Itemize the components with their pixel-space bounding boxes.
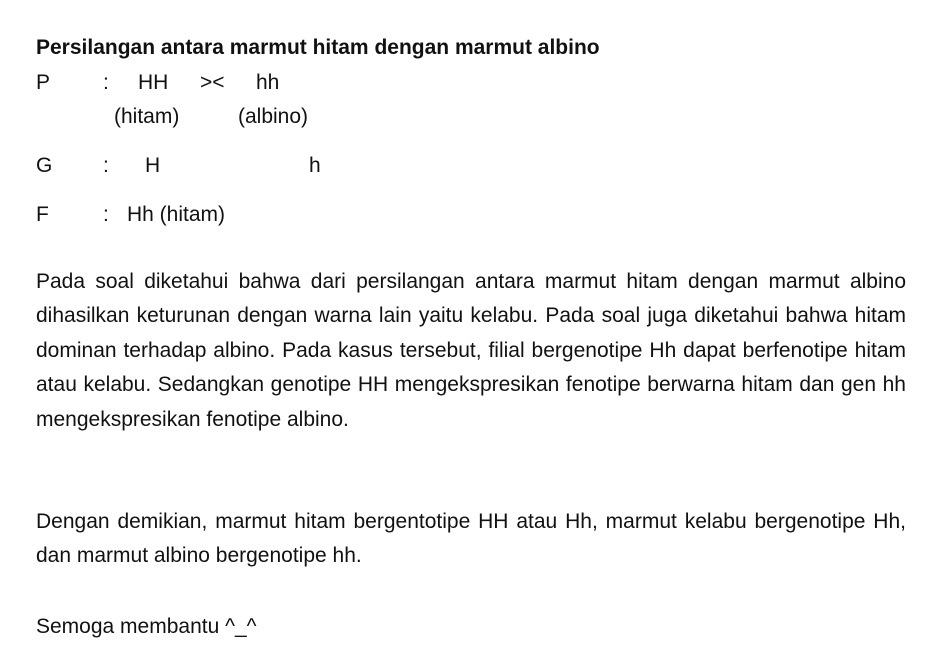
parent-phenotype-2: (albino) (238, 105, 309, 128)
parent-phenotype-1: (hitam) (114, 105, 180, 128)
parent-colon: : (103, 71, 109, 94)
explanation-paragraph: Pada soal diketahui bahwa dari persilangan antara marmut hitam dengan marmut albino dihasilkan keturunan dengan warna lain yaitu kelabu. Pada soal juga diketahui bahwa hitam dominan terhadap albino. Pada kasus tersebut, filial bergenotipe Hh dapat berfenotipe hitam atau kelabu. Sedangkan genotipe HH mengekspresikan fenotipe berwarna hitam dan gen hh mengekspresikan fenotipe albino. (36, 270, 906, 431)
filial-result: Hh (hitam) (127, 203, 226, 226)
document-title: Persilangan antara marmut hitam dengan marmut albino (36, 36, 600, 59)
gamete-2: h (309, 154, 321, 177)
cross-symbol: >< (200, 71, 225, 94)
parent-label: P (36, 71, 51, 94)
gamete-1: H (145, 154, 161, 177)
conclusion-paragraph: Dengan demikian, marmut hitam bergentotipe HH atau Hh, marmut kelabu bergenotipe Hh, dan marmut albino bergenotipe hh. (36, 510, 906, 568)
filial-label: F (36, 203, 49, 226)
closing-text: Semoga membantu ^_^ (36, 615, 257, 638)
parent-genotype-1: HH (138, 71, 169, 94)
gamete-label: G (36, 154, 53, 177)
gamete-colon: : (103, 154, 109, 177)
filial-colon: : (103, 203, 109, 226)
parent-genotype-2: hh (256, 71, 280, 94)
